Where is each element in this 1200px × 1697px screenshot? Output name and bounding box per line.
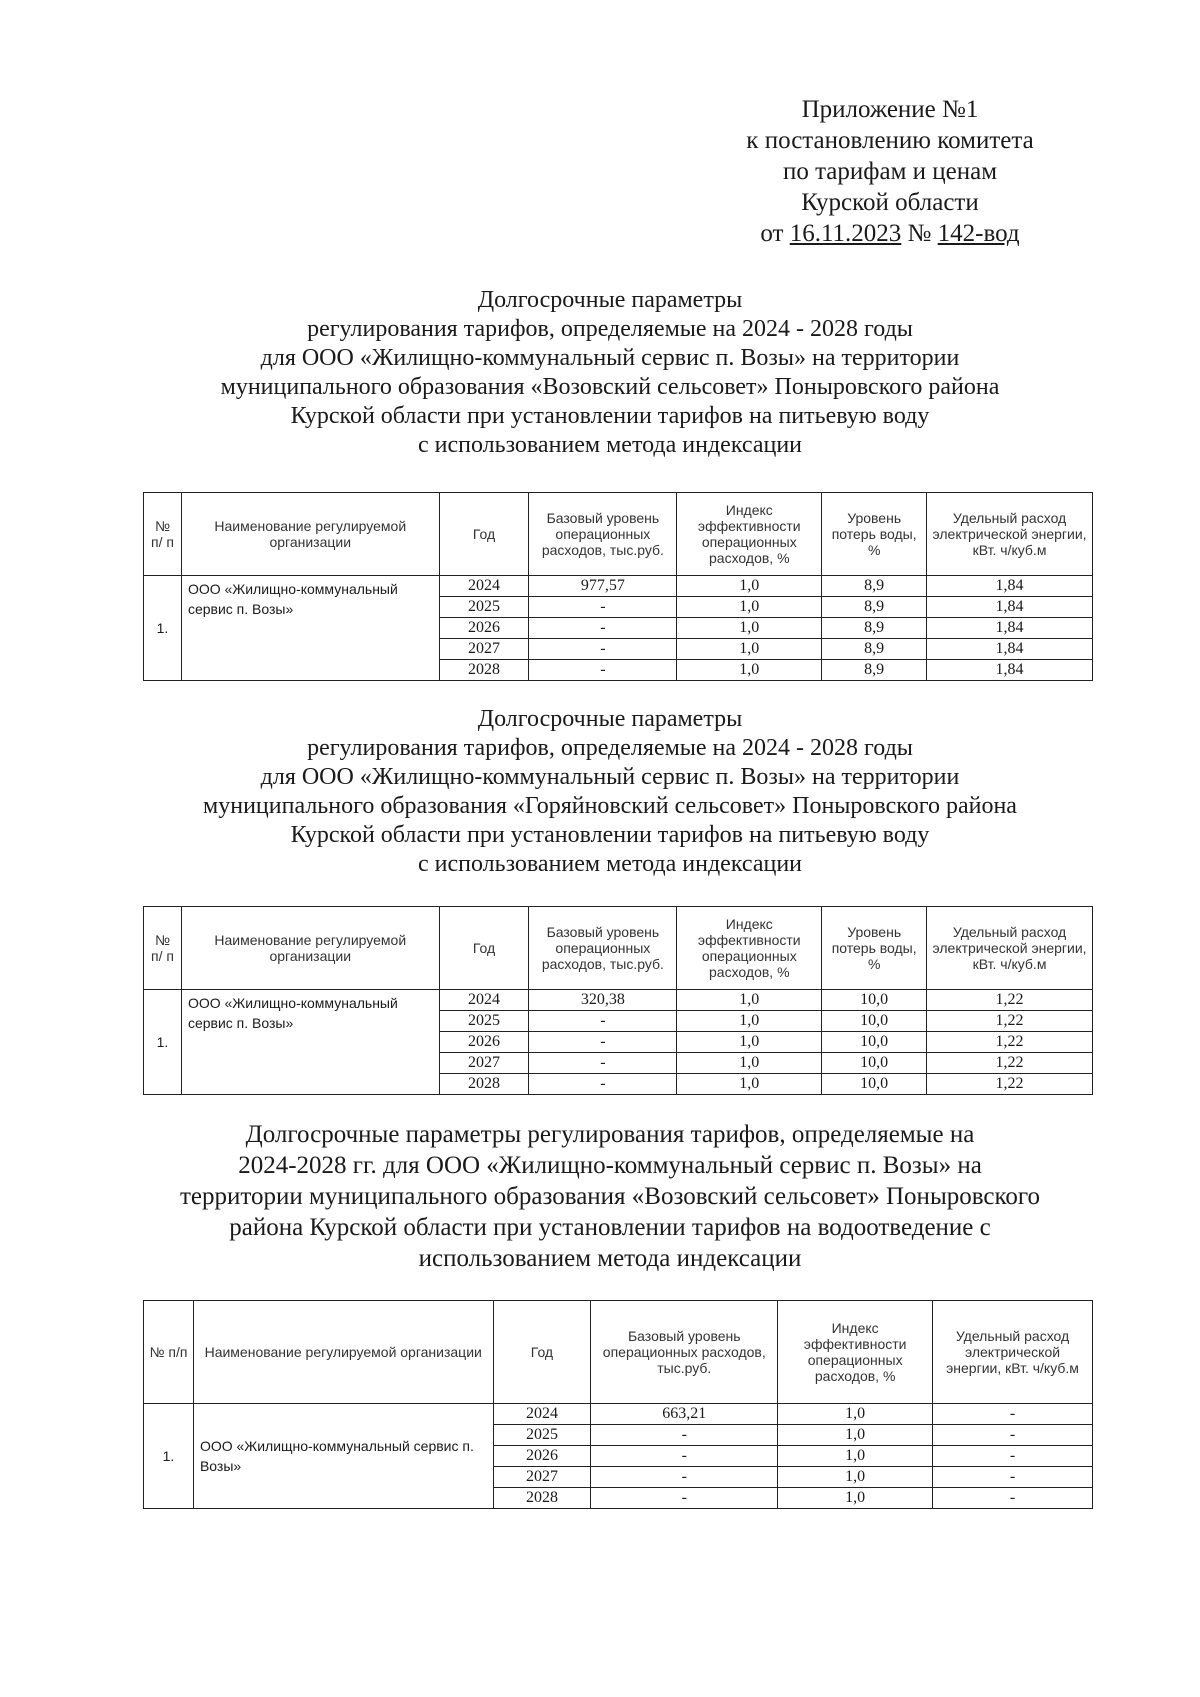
base-expenses-cell: - [529, 639, 677, 660]
water-losses-cell: 10,0 [822, 990, 927, 1011]
efficiency-index-cell: 1,0 [677, 1074, 822, 1095]
title-line: с использованием метода индексации [417, 432, 803, 458]
table-row [144, 1404, 1093, 1425]
water-losses-cell: 8,9 [822, 618, 927, 639]
water-losses-cell: 10,0 [822, 1074, 927, 1095]
title-line: территории муниципального образования «Возовский сельсовет» Поныровского [180, 1183, 1040, 1210]
energy-consumption-cell: - [933, 1446, 1093, 1467]
decree-date: 16.11.2023 [789, 220, 902, 247]
base-expenses-cell: - [529, 1053, 677, 1074]
year-cell: 2026 [493, 1446, 591, 1467]
organization-name: ООО «Жилищно-коммунальный сервис п. Возы» [181, 576, 439, 681]
title-line: Долгосрочные параметры регулирования тарифов, определяемые на [245, 1121, 975, 1148]
efficiency-index-cell: 1,0 [778, 1425, 933, 1446]
table-3-title [140, 1119, 1080, 1274]
title-line: муниципального образования «Горяйновский сельсовет» Поныровского района [203, 793, 1017, 819]
efficiency-index-cell: 1,0 [677, 597, 822, 618]
energy-consumption-cell: 1,84 [927, 639, 1093, 660]
col-header-number: № п/п [144, 1301, 194, 1404]
table-1 [143, 492, 1093, 681]
energy-consumption-cell: 1,22 [927, 990, 1093, 1011]
efficiency-index-cell: 1,0 [778, 1467, 933, 1488]
efficiency-index-cell: 1,0 [677, 1011, 822, 1032]
energy-consumption-cell: 1,84 [927, 576, 1093, 597]
number-sign: № [907, 220, 932, 247]
col-header-energy-consumption: Удельный расход электрической энергии, кВт. ч/куб.м [927, 907, 1093, 990]
title-line: Долгосрочные параметры [477, 706, 743, 732]
base-expenses-cell: - [529, 660, 677, 681]
title-line: регулирования тарифов, определяемые на 2024 - 2028 годы [307, 735, 913, 761]
base-expenses-cell: - [529, 1011, 677, 1032]
energy-consumption-cell: 1,84 [927, 618, 1093, 639]
title-line: 2024-2028 гг. для ООО «Жилищно-коммунальный сервис п. Возы» на [238, 1152, 982, 1179]
base-expenses-cell: - [529, 597, 677, 618]
energy-consumption-cell: - [933, 1425, 1093, 1446]
title-line: регулирования тарифов, определяемые на 2024 - 2028 годы [307, 316, 913, 342]
water-losses-cell: 10,0 [822, 1011, 927, 1032]
col-header-year: Год [439, 907, 529, 990]
table-3 [143, 1300, 1093, 1509]
base-expenses-cell: - [591, 1467, 778, 1488]
col-header-organization: Наименование регулируемой организации [193, 1301, 493, 1404]
title-line: Долгосрочные параметры [477, 287, 743, 313]
appendix-header [725, 94, 1055, 249]
efficiency-index-cell: 1,0 [677, 1032, 822, 1053]
title-line: муниципального образования «Возовский сельсовет» Поныровского района [220, 374, 1000, 400]
efficiency-index-cell: 1,0 [677, 1053, 822, 1074]
year-cell: 2028 [493, 1488, 591, 1509]
energy-consumption-cell: 1,22 [927, 1074, 1093, 1095]
title-line: района Курской области при установлении тарифов на водоотведение с [229, 1214, 991, 1241]
year-cell: 2027 [493, 1467, 591, 1488]
base-expenses-cell: - [591, 1425, 778, 1446]
table-1-title [140, 286, 1080, 460]
energy-consumption-cell: 1,22 [927, 1032, 1093, 1053]
appendix-line-1: Приложение №1 [801, 96, 979, 123]
water-losses-cell: 8,9 [822, 576, 927, 597]
col-header-base-expenses: Базовый уровень операционных расходов, тыс.руб. [591, 1301, 778, 1404]
base-expenses-cell: - [591, 1446, 778, 1467]
appendix-date-line [725, 218, 1055, 249]
col-header-organization: Наименование регулируемой организации [181, 907, 439, 990]
energy-consumption-cell: - [933, 1467, 1093, 1488]
efficiency-index-cell: 1,0 [778, 1446, 933, 1467]
year-cell: 2025 [493, 1425, 591, 1446]
water-losses-cell: 8,9 [822, 660, 927, 681]
base-expenses-cell: - [591, 1488, 778, 1509]
table-row [144, 990, 1093, 1011]
col-header-efficiency-index: Индекс эффективности операционных расходов, % [677, 907, 822, 990]
efficiency-index-cell: 1,0 [677, 618, 822, 639]
table-row [144, 576, 1093, 597]
appendix-line-2: к постановлению комитета [746, 127, 1034, 154]
year-cell: 2025 [439, 1011, 529, 1032]
energy-consumption-cell: 1,84 [927, 660, 1093, 681]
title-line: использованием метода индексации [418, 1245, 802, 1272]
col-header-water-losses: Уровень потерь воды, % [822, 907, 927, 990]
base-expenses-cell: - [529, 1074, 677, 1095]
efficiency-index-cell: 1,0 [677, 576, 822, 597]
year-cell: 2025 [439, 597, 529, 618]
organization-name: ООО «Жилищно-коммунальный сервис п. Возы» [193, 1404, 493, 1509]
water-losses-cell: 8,9 [822, 597, 927, 618]
col-header-organization: Наименование регулируемой организации [181, 493, 439, 576]
row-number: 1. [144, 576, 182, 681]
title-line: с использованием метода индексации [417, 851, 803, 877]
year-cell: 2027 [439, 1053, 529, 1074]
col-header-number: № п/ п [144, 493, 182, 576]
base-expenses-cell: 320,38 [529, 990, 677, 1011]
col-header-year: Год [439, 493, 529, 576]
year-cell: 2024 [439, 576, 529, 597]
col-header-number: № п/ п [144, 907, 182, 990]
energy-consumption-cell: 1,22 [927, 1053, 1093, 1074]
year-cell: 2026 [439, 618, 529, 639]
appendix-line-3: по тарифам и ценам [782, 158, 998, 185]
title-line: для ООО «Жилищно-коммунальный сервис п. Возы» на территории [260, 764, 960, 790]
year-cell: 2028 [439, 660, 529, 681]
efficiency-index-cell: 1,0 [677, 639, 822, 660]
efficiency-index-cell: 1,0 [677, 660, 822, 681]
year-cell: 2026 [439, 1032, 529, 1053]
year-cell: 2024 [493, 1404, 591, 1425]
efficiency-index-cell: 1,0 [677, 990, 822, 1011]
title-line: для ООО «Жилищно-коммунальный сервис п. Возы» на территории [260, 345, 960, 371]
energy-consumption-cell: - [933, 1488, 1093, 1509]
energy-consumption-cell: - [933, 1404, 1093, 1425]
efficiency-index-cell: 1,0 [778, 1488, 933, 1509]
title-line: Курской области при установлении тарифов на питьевую воду [290, 822, 930, 848]
base-expenses-cell: - [529, 618, 677, 639]
col-header-water-losses: Уровень потерь воды, % [822, 493, 927, 576]
year-cell: 2028 [439, 1074, 529, 1095]
efficiency-index-cell: 1,0 [778, 1404, 933, 1425]
table-2 [143, 906, 1093, 1095]
date-prefix: от [760, 220, 784, 247]
title-line: Курской области при установлении тарифов на питьевую воду [290, 403, 930, 429]
table-2-title [140, 705, 1080, 879]
col-header-energy-consumption: Удельный расход электрической энергии, кВт. ч/куб.м [927, 493, 1093, 576]
col-header-base-expenses: Базовый уровень операционных расходов, тыс.руб. [529, 907, 677, 990]
row-number: 1. [144, 990, 182, 1095]
col-header-year: Год [493, 1301, 591, 1404]
col-header-base-expenses: Базовый уровень операционных расходов, тыс.руб. [529, 493, 677, 576]
base-expenses-cell: 977,57 [529, 576, 677, 597]
energy-consumption-cell: 1,22 [927, 1011, 1093, 1032]
energy-consumption-cell: 1,84 [927, 597, 1093, 618]
organization-name: ООО «Жилищно-коммунальный сервис п. Возы» [181, 990, 439, 1095]
water-losses-cell: 10,0 [822, 1053, 927, 1074]
water-losses-cell: 10,0 [822, 1032, 927, 1053]
year-cell: 2024 [439, 990, 529, 1011]
row-number: 1. [144, 1404, 194, 1509]
year-cell: 2027 [439, 639, 529, 660]
decree-number: 142-вод [937, 220, 1020, 247]
appendix-line-4: Курской области [801, 189, 979, 216]
base-expenses-cell: - [529, 1032, 677, 1053]
col-header-efficiency-index: Индекс эффективности операционных расходов, % [677, 493, 822, 576]
base-expenses-cell: 663,21 [591, 1404, 778, 1425]
col-header-energy-consumption: Удельный расход электрической энергии, кВт. ч/куб.м [933, 1301, 1093, 1404]
water-losses-cell: 8,9 [822, 639, 927, 660]
col-header-efficiency-index: Индекс эффективности операционных расходов, % [778, 1301, 933, 1404]
